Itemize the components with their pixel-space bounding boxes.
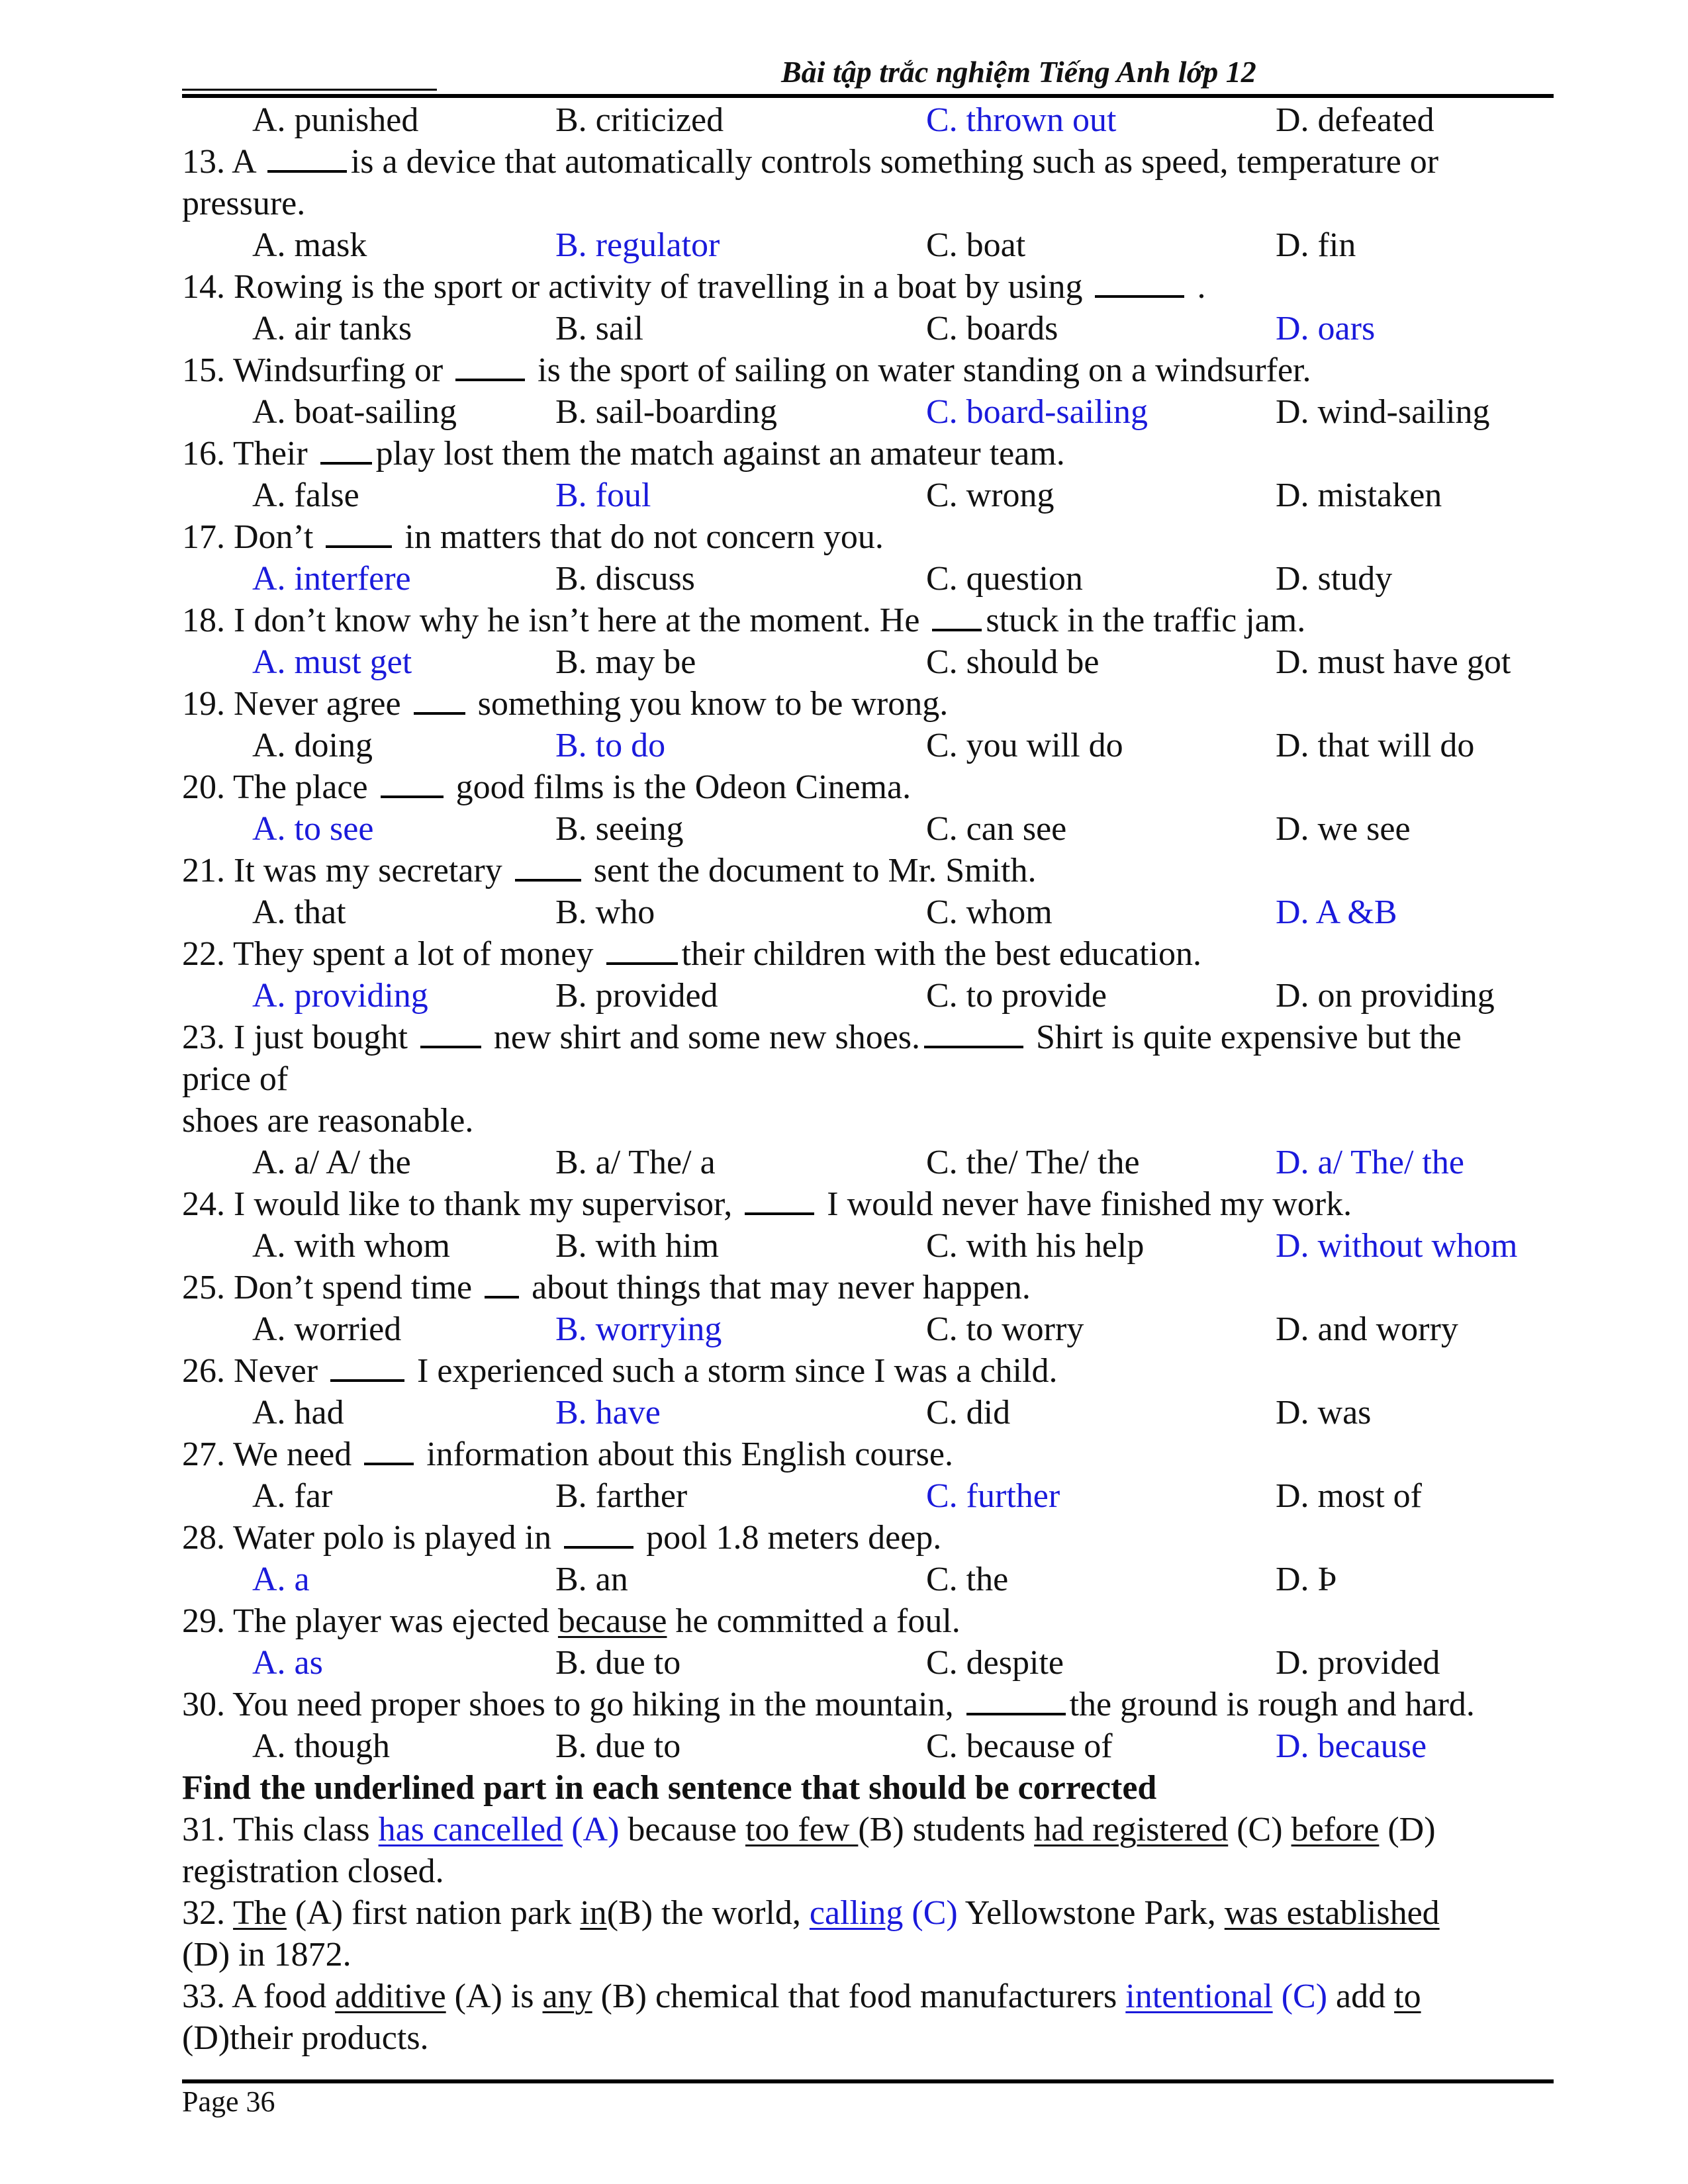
q17-option-a-answer: A. interfere — [252, 560, 411, 598]
q30-text-post: the ground is rough and hard. — [1069, 1686, 1475, 1723]
q22-option-c: C. to provide — [926, 977, 1107, 1015]
q26-blank — [330, 1350, 404, 1382]
q25-stem — [182, 1267, 1554, 1308]
q16-options — [182, 475, 1554, 516]
q17-option-b: B. discuss — [555, 560, 695, 598]
q28-stem — [182, 1517, 1554, 1559]
q33-stem — [182, 1976, 1554, 2017]
q15-stem — [182, 349, 1554, 391]
q31-text-3: (B) students — [858, 1811, 1035, 1848]
q16-stem — [182, 433, 1554, 475]
q16-blank — [320, 433, 372, 465]
q28-option-d: D. Þ — [1276, 1561, 1337, 1598]
q32-text-2: (B) the world, — [606, 1894, 810, 1932]
q33-text-1: (A) is — [445, 1978, 543, 2015]
q25-option-d: D. and worry — [1276, 1310, 1458, 1348]
q23-stem-cont-1: price of — [182, 1060, 289, 1098]
q25-text-post: about things that may never happen. — [523, 1269, 1031, 1306]
q26-option-c: C. did — [926, 1394, 1011, 1432]
q18-stem — [182, 600, 1554, 641]
q23-option-d-answer: D. a/ The/ the — [1276, 1144, 1464, 1181]
q16-option-a: A. false — [252, 477, 359, 514]
q27-option-d: D. most of — [1276, 1477, 1422, 1515]
q18-option-b: B. may be — [555, 643, 696, 681]
q32-label-c-answer: (C) — [903, 1894, 958, 1932]
q21-option-d-answer: D. A &B — [1276, 893, 1397, 931]
q15-option-d: D. wind-sailing — [1276, 393, 1490, 431]
q25-blank — [485, 1267, 519, 1298]
q23-option-b: B. a/ The/ a — [555, 1144, 716, 1181]
q21-blank — [515, 850, 581, 882]
q14-text-post: . — [1188, 268, 1206, 306]
q25-text-pre: 25. Don’t spend time — [182, 1269, 481, 1306]
q16-text-pre: 16. Their — [182, 435, 316, 473]
q17-options — [182, 558, 1554, 600]
q30-option-a: A. though — [252, 1727, 390, 1765]
header-short-rule — [182, 89, 437, 91]
q13-options — [182, 224, 1554, 266]
header-rule — [182, 94, 1554, 98]
q22-text-post: their children with the best education. — [681, 935, 1202, 973]
q28-options — [182, 1559, 1554, 1600]
q19-blank — [414, 683, 465, 715]
q32-part-c-answer: calling — [809, 1894, 904, 1932]
q24-text-post: I would never have finished my work. — [818, 1185, 1352, 1223]
q22-text-pre: 22. They spent a lot of money — [182, 935, 602, 973]
q18-options — [182, 641, 1554, 683]
q33-text-4: add — [1327, 1978, 1395, 2015]
q24-options — [182, 1225, 1554, 1267]
page-content — [182, 99, 1554, 2059]
q30-option-d-answer: D. because — [1276, 1727, 1427, 1765]
q19-options — [182, 725, 1554, 766]
q31-text-4: (C) — [1228, 1811, 1291, 1848]
q18-blank — [932, 600, 982, 631]
q32-text-start: 32. — [182, 1894, 234, 1932]
q19-text-post: something you know to be wrong. — [469, 685, 949, 723]
q14-blank — [1095, 266, 1184, 298]
q23-text-post: Shirt is quite expensive but the — [1027, 1019, 1462, 1056]
q27-stem — [182, 1433, 1554, 1475]
q32-text-1: (A) first nation park — [286, 1894, 581, 1932]
q26-text-pre: 26. Never — [182, 1352, 327, 1390]
q18-option-d: D. must have got — [1276, 643, 1511, 681]
q23-options — [182, 1142, 1554, 1183]
q33-part-d: to — [1394, 1978, 1421, 2015]
page-number: Page 36 — [182, 2085, 275, 2118]
section-heading: Find the underlined part in each sentence that should be corrected — [182, 1769, 1157, 1807]
q14-option-d-answer: D. oars — [1276, 310, 1376, 347]
q24-text-pre: 24. I would like to thank my supervisor, — [182, 1185, 741, 1223]
q20-text-post: good films is the Odeon Cinema. — [447, 768, 912, 806]
q33-part-c-answer: intentional — [1125, 1978, 1273, 2015]
q15-option-c-answer: C. board-sailing — [926, 393, 1149, 431]
q25-options — [182, 1308, 1554, 1350]
q22-option-a-answer: A. providing — [252, 977, 428, 1015]
q21-option-b: B. who — [555, 893, 655, 931]
q13-option-c: C. boat — [926, 226, 1026, 264]
q14-text-pre: 14. Rowing is the sport or activity of travelling in a boat by using — [182, 268, 1092, 306]
q17-option-d: D. study — [1276, 560, 1393, 598]
q32-text-4: Yellowstone Park, — [957, 1894, 1225, 1932]
q20-option-c: C. can see — [926, 810, 1067, 848]
q21-options — [182, 891, 1554, 933]
q21-stem — [182, 850, 1554, 891]
q24-option-d-answer: D. without whom — [1276, 1227, 1518, 1265]
q12-option-b: B. criticized — [555, 101, 724, 139]
q28-option-b: B. an — [555, 1561, 628, 1598]
q23-stem — [182, 1017, 1554, 1058]
q17-blank — [326, 516, 392, 548]
q24-stem — [182, 1183, 1554, 1225]
q28-text-post: pool 1.8 meters deep. — [637, 1519, 942, 1557]
q15-option-a: A. boat-sailing — [252, 393, 457, 431]
q29-text-post: he committed a foul. — [667, 1602, 961, 1640]
q22-options — [182, 975, 1554, 1017]
q27-blank — [364, 1433, 414, 1465]
q17-text-post: in matters that do not concern you. — [396, 518, 884, 556]
q31-text-2: because — [619, 1811, 745, 1848]
q32-stem-cont: (D) in 1872. — [182, 1936, 352, 1974]
q29-option-c: C. despite — [926, 1644, 1064, 1682]
q31-label-a-answer: (A) — [563, 1811, 620, 1848]
q23-stem-cont-2: shoes are reasonable. — [182, 1102, 474, 1140]
page-header-title: Bài tập trắc nghiệm Tiếng Anh lớp 12 — [781, 55, 1256, 89]
q30-option-c: C. because of — [926, 1727, 1113, 1765]
q29-option-d: D. provided — [1276, 1644, 1440, 1682]
q33-stem-cont: (D)their products. — [182, 2019, 429, 2057]
q17-text-pre: 17. Don’t — [182, 518, 322, 556]
q26-stem — [182, 1350, 1554, 1392]
q22-option-b: B. provided — [555, 977, 718, 1015]
q22-stem — [182, 933, 1554, 975]
q23-option-c: C. the/ The/ the — [926, 1144, 1140, 1181]
q31-stem-cont: registration closed. — [182, 1852, 444, 1890]
q19-option-a: A. doing — [252, 727, 373, 764]
q33-label-c-answer: (C) — [1272, 1978, 1328, 2015]
q28-blank — [564, 1517, 633, 1549]
q30-blank — [966, 1684, 1066, 1715]
q20-blank — [381, 766, 444, 798]
q25-option-a: A. worried — [252, 1310, 402, 1348]
q27-option-c-answer: C. further — [926, 1477, 1060, 1515]
q31-stem — [182, 1809, 1554, 1850]
q20-text-pre: 20. The place — [182, 768, 377, 806]
q32-part-d: was established — [1224, 1894, 1440, 1932]
q29-text-pre: 29. The player was ejected — [182, 1602, 558, 1640]
q28-option-c: C. the — [926, 1561, 1009, 1598]
q20-options — [182, 808, 1554, 850]
q31-part-a-answer: has cancelled — [378, 1811, 563, 1848]
q13-stem-cont: pressure. — [182, 185, 306, 222]
q26-option-a: A. had — [252, 1394, 344, 1432]
q29-stem — [182, 1600, 1554, 1642]
q18-text-post: stuck in the traffic jam. — [986, 602, 1306, 639]
q13-option-a: A. mask — [252, 226, 367, 264]
q27-option-a: A. far — [252, 1477, 333, 1515]
q21-text-pre: 21. It was my secretary — [182, 852, 511, 889]
q16-option-d: D. mistaken — [1276, 477, 1442, 514]
q18-option-c: C. should be — [926, 643, 1100, 681]
q21-option-c: C. whom — [926, 893, 1053, 931]
q32-stem — [182, 1892, 1554, 1934]
q29-options — [182, 1642, 1554, 1684]
q21-option-a: A. that — [252, 893, 346, 931]
q29-option-b: B. due to — [555, 1644, 681, 1682]
q25-option-b-answer: B. worrying — [555, 1310, 722, 1348]
q19-stem — [182, 683, 1554, 725]
q14-option-a: A. air tanks — [252, 310, 412, 347]
q27-text-pre: 27. We need — [182, 1435, 361, 1473]
q19-text-pre: 19. Never agree — [182, 685, 410, 723]
q14-option-b: B. sail — [555, 310, 643, 347]
q22-option-d: D. on providing — [1276, 977, 1495, 1015]
q13-text-pre: 13. A — [182, 143, 263, 181]
q32-part-b: in — [580, 1894, 607, 1932]
q26-text-post: I experienced such a storm since I was a child. — [408, 1352, 1058, 1390]
q31-text-start: 31. This class — [182, 1811, 379, 1848]
q31-part-d: before — [1291, 1811, 1380, 1848]
q22-blank — [606, 933, 678, 965]
q14-options — [182, 308, 1554, 349]
q33-text-start: 33. A food — [182, 1978, 336, 2015]
q13-option-b-answer: B. regulator — [555, 226, 720, 264]
q23-blank-2 — [924, 1017, 1023, 1048]
footer-rule — [182, 2079, 1554, 2083]
q20-option-b: B. seeing — [555, 810, 684, 848]
q26-option-b-answer: B. have — [555, 1394, 661, 1432]
q15-blank — [455, 349, 525, 381]
q19-option-d: D. that will do — [1276, 727, 1475, 764]
q26-options — [182, 1392, 1554, 1433]
q15-options — [182, 391, 1554, 433]
q33-text-2: (B) chemical that food manufacturers — [592, 1978, 1126, 2015]
q13-text-post: is a device that automatically controls something such as speed, temperature or — [350, 143, 1439, 181]
q23-option-a: A. a/ A/ the — [252, 1144, 411, 1181]
q12-option-a: A. punished — [252, 101, 419, 139]
q28-text-pre: 28. Water polo is played in — [182, 1519, 561, 1557]
q30-options — [182, 1725, 1554, 1767]
q27-text-post: information about this English course. — [418, 1435, 953, 1473]
q33-part-b: any — [542, 1978, 592, 2015]
q12-options — [182, 99, 1554, 141]
q16-text-post: play lost them the match against an amateur team. — [375, 435, 1065, 473]
q12-option-d: D. defeated — [1276, 101, 1434, 139]
q23-text-mid: new shirt and some new shoes. — [485, 1019, 921, 1056]
q15-text-pre: 15. Windsurfing or — [182, 351, 452, 389]
q13-option-d: D. fin — [1276, 226, 1356, 264]
q24-option-b: B. with him — [555, 1227, 720, 1265]
q26-option-d: D. was — [1276, 1394, 1372, 1432]
q13-stem — [182, 141, 1554, 183]
q28-option-a-answer: A. a — [252, 1561, 310, 1598]
q24-option-c: C. with his help — [926, 1227, 1145, 1265]
q23-blank-1 — [420, 1017, 481, 1048]
q31-text-5: (D) — [1379, 1811, 1436, 1848]
q20-stem — [182, 766, 1554, 808]
q12-option-c-answer: C. thrown out — [926, 101, 1117, 139]
q31-part-b: too few — [745, 1811, 859, 1848]
q17-stem — [182, 516, 1554, 558]
q20-option-a-answer: A. to see — [252, 810, 374, 848]
q33-part-a: additive — [335, 1978, 446, 2015]
q14-stem — [182, 266, 1554, 308]
q24-option-a: A. with whom — [252, 1227, 450, 1265]
q18-text-pre: 18. I don’t know why he isn’t here at the moment. He — [182, 602, 929, 639]
q17-option-c: C. question — [926, 560, 1083, 598]
q29-option-a-answer: A. as — [252, 1644, 323, 1682]
q18-option-a-answer: A. must get — [252, 643, 412, 681]
q29-underlined-word: because — [557, 1602, 667, 1640]
q16-option-c: C. wrong — [926, 477, 1055, 514]
q15-option-b: B. sail-boarding — [555, 393, 778, 431]
q30-stem — [182, 1684, 1554, 1725]
q25-option-c: C. to worry — [926, 1310, 1084, 1348]
q24-blank — [745, 1183, 814, 1215]
q20-option-d: D. we see — [1276, 810, 1411, 848]
q21-text-post: sent the document to Mr. Smith. — [585, 852, 1037, 889]
q27-option-b: B. farther — [555, 1477, 688, 1515]
q13-blank — [267, 141, 347, 173]
q19-option-c: C. you will do — [926, 727, 1123, 764]
q14-option-c: C. boards — [926, 310, 1058, 347]
q19-option-b-answer: B. to do — [555, 727, 666, 764]
q31-part-c: had registered — [1034, 1811, 1229, 1848]
q27-options — [182, 1475, 1554, 1517]
q15-text-post: is the sport of sailing on water standing on a windsurfer. — [529, 351, 1311, 389]
q32-part-a: The — [233, 1894, 287, 1932]
q16-option-b-answer: B. foul — [555, 477, 651, 514]
q23-text-pre: 23. I just bought — [182, 1019, 416, 1056]
q30-option-b: B. due to — [555, 1727, 681, 1765]
q30-text-pre: 30. You need proper shoes to go hiking in the mountain, — [182, 1686, 962, 1723]
